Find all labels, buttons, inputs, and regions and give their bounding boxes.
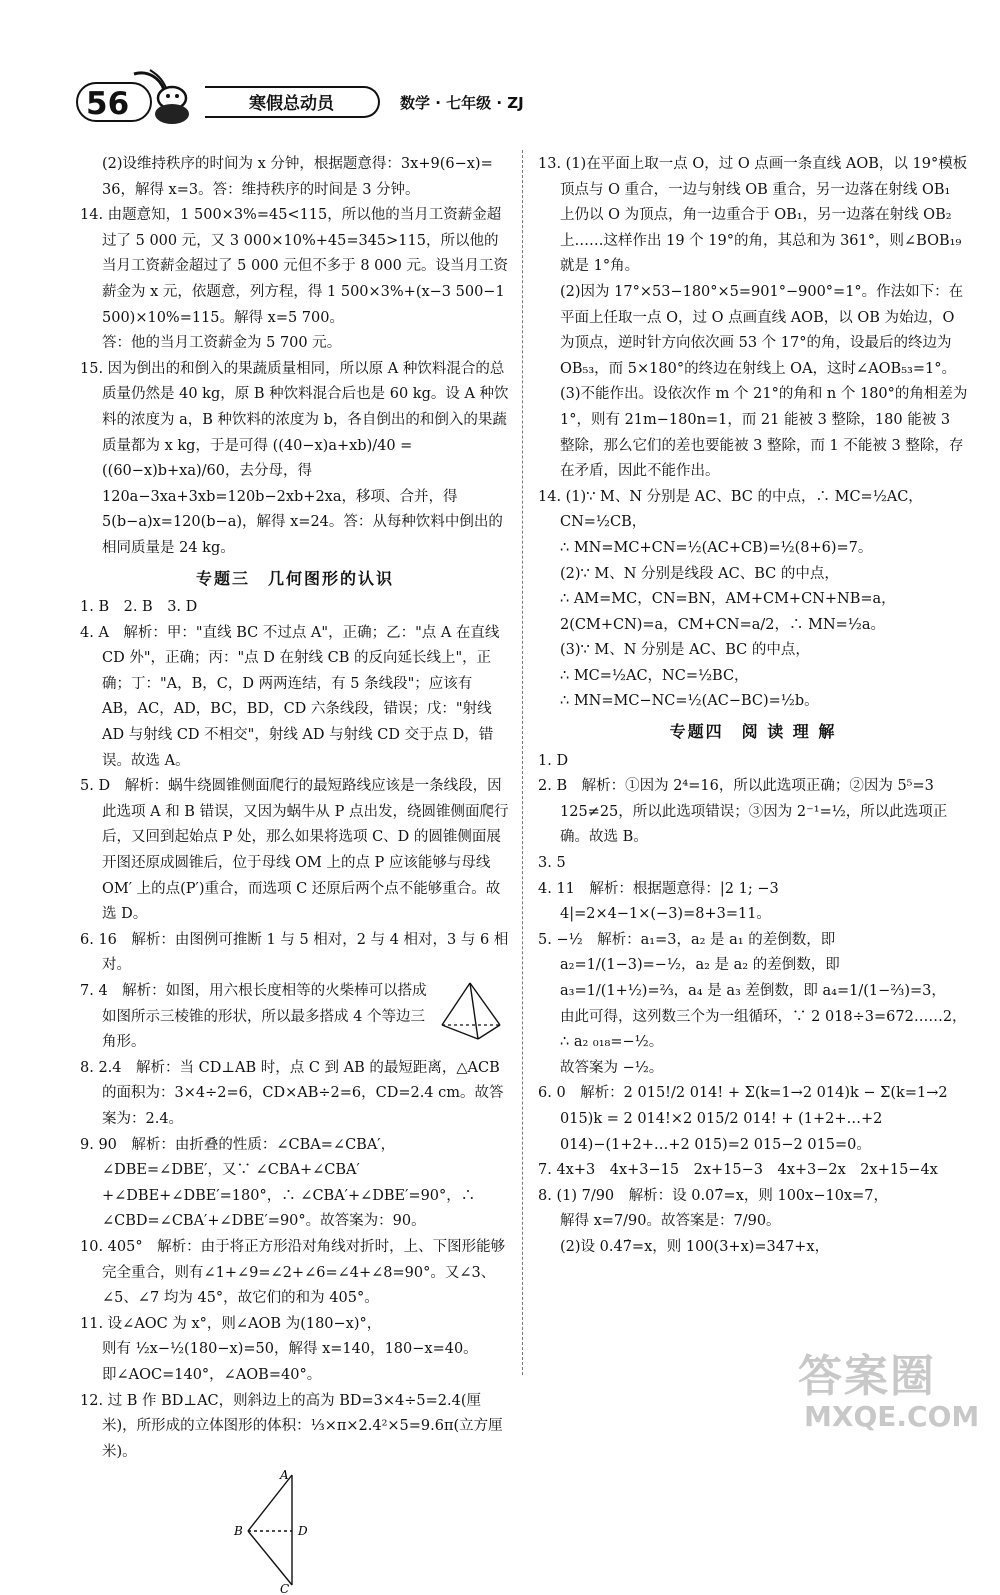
vertex-label-d: D — [298, 1524, 308, 1539]
answer-paragraph — [538, 877, 968, 928]
answer-paragraph — [80, 1235, 510, 1312]
answer-text: (2)设维持秩序的时间为 x 分钟，根据题意得：3x+9(6−x)= 36，解得 x=3。答：维持秩序的时间是 3 分钟。 — [102, 156, 493, 198]
answer-text: 13. (1)在平面上取一点 O，过 O 点画一条直线 AOB，以 19°模板顶点与 O 重合，一边与射线 OB 重合，另一边落在射线 OB₁ 上仍以 O 为顶点，角一边重合于 OB₁，另一边落在射线 OB₂ 上……这样作出 19 个 19°的角，其总和为 361°，则∠BOB₁₉ 就是 1°角。 — [538, 156, 968, 275]
answer-paragraph — [80, 1363, 510, 1389]
answer-text: (2)设 0.4̇7̇=x，则 100(3+x)=347+x， — [560, 1238, 830, 1255]
answer-paragraph — [80, 1337, 510, 1363]
answer-text: 15. 因为倒出的和倒入的果蔬质量相同，所以原 A 种饮料混合的总质量仍然是 40 kg，原 B 种饮料混合后也是 60 kg。设 A 种饮料的浓度为 a，B 种饮料的浓度为 b，各自倒出的和倒入的果蔬质量都为 x kg，于是可得 ((40−x)a+xb)/40 = ((60−x)b+xa)/60，去分母，得 120a−3xa+3xb=120b−2xb+2xa，移项、合并，得 5(b−a)x=120(b−a)，解得 x=24。答：从每种饮料中倒出的相同质量是 24 kg。 — [80, 360, 509, 556]
left-column — [80, 152, 510, 1595]
answer-text: 2. B 解析：①因为 2⁴=16，所以此选项正确；②因为 5⁵=3 125≠25，所以此选项错误；③因为 2⁻¹=½，所以此选项正确。故选 B。 — [538, 778, 948, 846]
matchstick-edge — [442, 983, 470, 1025]
answer-paragraph — [538, 1158, 968, 1184]
answer-paragraph — [538, 587, 968, 613]
answer-text: (2)∵ M、N 分别是线段 AC、BC 的中点， — [560, 565, 839, 582]
right-triangle-figure — [230, 1469, 340, 1595]
answer-paragraph — [80, 1056, 510, 1133]
answer-text: 1. B 2. B 3. D — [80, 599, 198, 616]
answer-text: ∴ a₂ ₀₁₈=−½。 — [560, 1034, 664, 1051]
answer-text: (2)因为 17°×53−180°×5=901°−900°=1°。作法如下：在平面上任取一点 O，过 O 点画直线 AOB，以 OB 为始边，O 为顶点，逆时针方向依次画 53 个 17°的角，设最后的终边为 OB₅₃，而 5×180°的终边在射线上 OA，这时∠AOB₅₃=1°。 — [560, 283, 964, 377]
section-heading: 专题四 阅 读 理 解 — [669, 722, 837, 742]
watermark — [798, 1340, 998, 1436]
answer-paragraph — [538, 774, 968, 851]
answer-text: 6. 0 解析：2 015!/2 014! + Σ(k=1→2 014)k − Σ(k=1→2 015)k = 2 014!×2 015/2 014! + (1+2+…+2 014)−(1+2+…+2 015)=2 015−2 015=0。 — [538, 1085, 948, 1153]
vertex-label-b: B — [234, 1524, 243, 1539]
column-divider — [522, 150, 523, 1375]
answer-text: 14. 由题意知，1 500×3%=45<115，所以他的当月工资薪金超过了 5 000 元，又 3 000×10%+45=345>115，所以他的当月工资薪金超过了 5 000 元但不多于 8 000 元。设当月工资薪金为 x 元，依题意，列方程，得 1 500×3%+(x−3 500−1 500)×10%=115。解得 x=5 700。 — [80, 207, 508, 326]
answer-paragraph — [538, 638, 968, 664]
answer-paragraph — [538, 152, 968, 280]
answer-text: 3. 5 — [538, 855, 566, 872]
answer-paragraph — [80, 331, 510, 357]
answer-paragraph — [538, 1184, 968, 1210]
answer-paragraph — [80, 774, 510, 928]
answer-text: (3)∵ M、N 分别是 AC、BC 的中点， — [560, 642, 810, 659]
answer-paragraph — [538, 562, 968, 588]
section-heading: 专题三 几何图形的认识 — [195, 568, 394, 588]
watermark-url: MXQE.COM — [804, 1400, 980, 1433]
answer-paragraph — [538, 536, 968, 562]
page-number: 56 — [76, 82, 152, 122]
answer-paragraph — [80, 357, 510, 562]
answer-paragraph — [538, 280, 968, 382]
tetrahedron-figure — [438, 981, 504, 1041]
answer-paragraph — [80, 1133, 510, 1235]
answer-paragraph — [80, 621, 510, 775]
answer-text: ∴ MN=MC−NC=½(AC−BC)=½b。 — [560, 693, 819, 710]
answer-text: 4. 11 解析：根据题意得：|2 1; −3 4|=2×4−1×(−3)=8+3=11。 — [538, 880, 779, 923]
matchstick-edge — [478, 1025, 500, 1039]
answer-paragraph — [538, 1005, 968, 1031]
answer-paragraph — [538, 485, 968, 536]
answer-text: 2(CM+CN)=a，CM+CN=a/2，∴ MN=½a。 — [560, 616, 885, 633]
answer-paragraph — [80, 152, 510, 203]
answer-text: 6. 16 解析：由图例可推断 1 与 5 相对，2 与 4 相对，3 与 6 相对。 — [80, 931, 509, 974]
answer-text: 1. D — [538, 752, 569, 769]
answer-text: 5. D 解析：蜗牛绕圆锥侧面爬行的最短路线应该是一条线段，因此选项 A 和 B 错误，又因为蜗牛从 P 点出发，绕圆锥侧面爬行后，又回到起始点 P 处，那么如果将选项 C、D 的圆锥侧面展开图还原成圆锥后，位于母线 OM 上的点 P 应该能够与母线 OM′ 上的点(P′)重合，而选项 C 还原后两个点不能够重合。故选 D。 — [80, 778, 509, 923]
answer-text: 7. 4x+3 4x+3−15 2x+15−3 4x+3−2x 2x+15−4x — [538, 1162, 938, 1179]
answer-paragraph — [538, 749, 968, 775]
answer-text: 12. 过 B 作 BD⊥AC，则斜边上的高为 BD=3×4÷5=2.4(厘米)，所形成的立体图形的体积：⅓×π×2.4²×5=9.6π(立方厘米)。 — [80, 1392, 503, 1460]
answer-paragraph — [538, 1209, 968, 1235]
answer-text: 11. 设∠AOC 为 x°，则∠AOB 为(180−x)°， — [80, 1315, 382, 1332]
answer-paragraph — [538, 1081, 968, 1158]
answer-text: ∴ MC=½AC，NC=½BC， — [560, 667, 749, 684]
matchstick-edge — [442, 1025, 478, 1039]
subject-grade: 数学 · 七年级 · ZJ — [400, 94, 524, 112]
answer-paragraph — [80, 203, 510, 331]
answer-text: 故答案为 −½。 — [560, 1059, 664, 1076]
answer-text: 即∠AOC=140°，∠AOB=40°。 — [102, 1366, 322, 1383]
snail-mascot-icon — [126, 68, 216, 128]
answer-text: 答：他的当月工资薪金为 5 700 元。 — [102, 335, 342, 352]
answer-text: (3)不能作出。设依次作 m 个 21°的角和 n 个 180°的角相差为 1°，则有 21m−180n=1，而 21 能被 3 整除，180 能被 3 整除，那么它们的差也要能被 3 整除，而 1 不能被 3 整除，存在矛盾，因此不能作出。 — [560, 386, 968, 480]
answer-text: ∴ AM=MC，CN=BN，AM+CM+CN+NB=a， — [560, 591, 896, 608]
page-header — [60, 78, 524, 130]
answer-text: 9. 90 解析：由折叠的性质：∠CBA=∠CBA′，∠DBE=∠DBE′，又∵ ∠CBA+∠CBA′+∠DBE+∠DBE′=180°，∴ ∠CBA′+∠DBE′=90°，∴ ∠CBD=∠CBA′+∠DBE′=90°。故答案为：90。 — [80, 1136, 476, 1230]
answer-paragraph — [538, 382, 968, 484]
answer-text: ∴ MN=MC+CN=½(AC+CB)=½(8+6)=7。 — [560, 539, 873, 556]
answer-text: 10. 405° 解析：由于将正方形沿对角线对折时，上、下图形能够完全重合，则有∠1+∠9=∠2+∠6=∠4+∠8=90°。又∠3、∠5、∠7 均为 45°，故它们的和为 405°。 — [80, 1238, 506, 1307]
answer-text: 由此可得，这列数三个为一组循环，∵ 2 018÷3=672……2， — [560, 1008, 967, 1025]
answer-text: 4. A 解析：甲："直线 BC 不过点 A"，正确；乙："点 A 在直线 CD 外"，正确；丙："点 D 在射线 CB 的反向延长线上"，正确；丁："A，B，C，D 两两连结，有 5 条线段"；应该有 AB，AC，AD，BC，BD，CD 六条线段，错误；戊："射线 AD 与射线 CD 不相交"，射线 AD 与射线 CD 交于点 D，错误。故选 A。 — [80, 624, 500, 769]
answer-paragraph — [538, 689, 968, 715]
answer-text: 8. (1) 7/90 解析：设 0.07̇=x，则 100x−10x=7， — [538, 1187, 888, 1204]
answer-paragraph — [80, 1312, 510, 1338]
answer-text: 7. 4 解析：如图，用六根长度相等的火柴棒可以搭成如图所示三棱锥的形状，所以最多搭成 4 个等边三角形。 — [80, 983, 427, 1051]
answer-paragraph — [538, 613, 968, 639]
vertex-label-a: A — [280, 1469, 289, 1483]
answer-text: 8. 2.4 解析：当 CD⊥AB 时，点 C 到 AB 的最短距离，△ACB 的面积为：3×4÷2=6，CD×AB÷2=6，CD=2.4 cm。故答案为：2.4。 — [80, 1059, 504, 1127]
watermark-logo-text: 答案圈 — [798, 1351, 936, 1402]
answer-paragraph — [538, 1056, 968, 1082]
answer-paragraph — [538, 1030, 968, 1056]
vertex-label-c: C — [280, 1582, 290, 1595]
triangle-side — [248, 1475, 292, 1531]
book-title: 寒假总动员 — [205, 86, 380, 118]
answer-text: 解得 x=7/90。故答案是：7/90。 — [560, 1213, 781, 1230]
answer-text: 14. (1)∵ M、N 分别是 AC、BC 的中点，∴ MC=½AC，CN=½CB， — [538, 488, 923, 531]
triangle-side — [248, 1531, 292, 1585]
right-column — [538, 152, 968, 1261]
answer-paragraph — [538, 1235, 968, 1261]
answer-text: 5. −½ 解析：a₁=3，a₂ 是 a₁ 的差倒数，即 a₂=1/(1−3)=−½，a₂ 是 a₂ 的差倒数，即 a₃=1/(1+½)=⅔，a₄ 是 a₃ 差倒数，即 a₄=1/(1−⅔)=3， — [538, 931, 946, 999]
answer-paragraph — [80, 928, 510, 979]
answer-paragraph — [80, 595, 510, 621]
answer-paragraph — [538, 664, 968, 690]
answer-text: 则有 ½x−½(180−x)=50，解得 x=140，180−x=40。 — [102, 1341, 478, 1358]
answer-paragraph — [538, 928, 968, 1005]
answer-paragraph — [80, 1389, 510, 1466]
answer-paragraph — [538, 851, 968, 877]
